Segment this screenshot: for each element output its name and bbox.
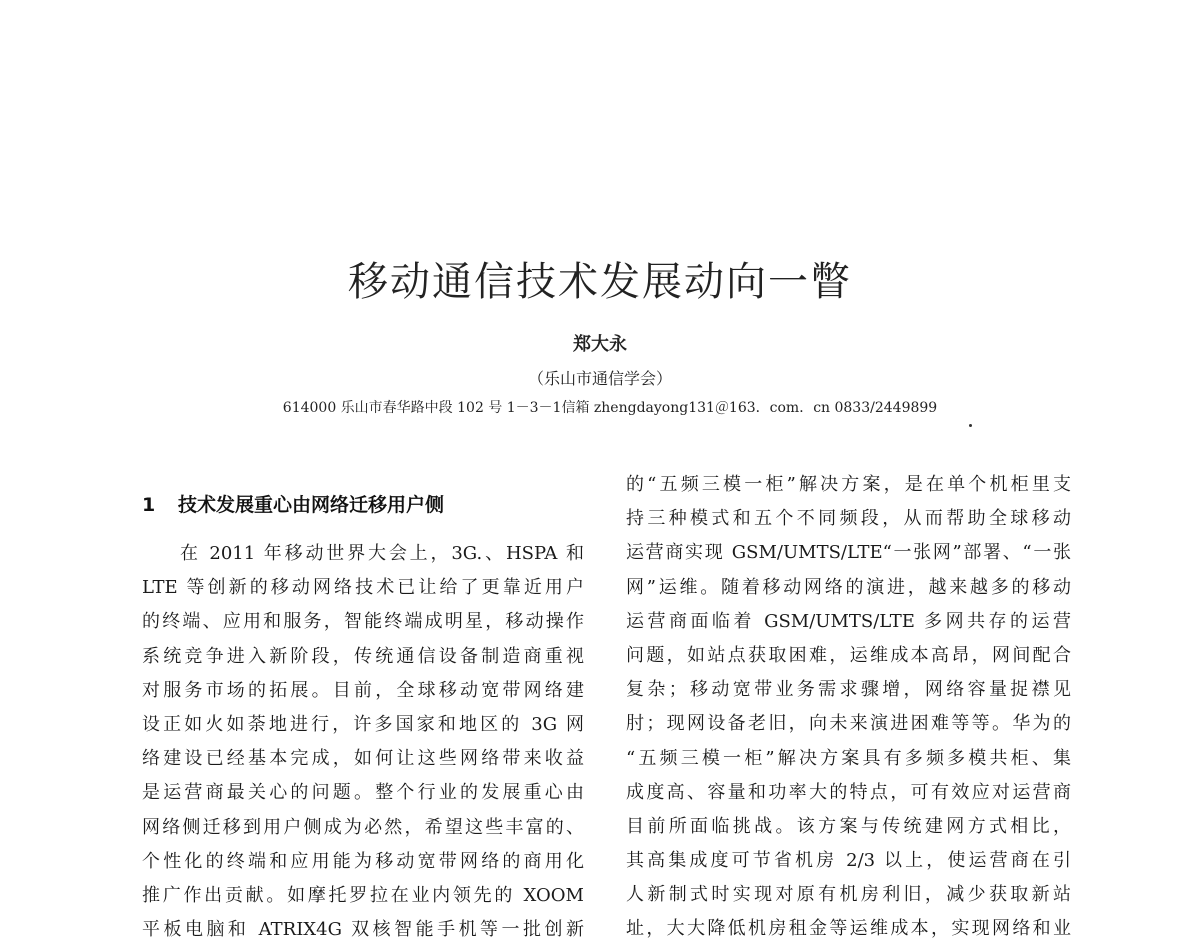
- paragraph-line: 在 2011 年移动世界大会上，3G.、HSPA 和: [180, 543, 584, 564]
- paragraph-line: 人新制式时实现对原有机房利旧，减少获取新站: [626, 884, 1071, 906]
- paragraph-line: 的终端、应用和服务，智能终端成明星，移动操作: [142, 611, 584, 633]
- paragraph-line: “五频三模一柜”解决方案具有多频多模共柜、集: [626, 747, 1071, 769]
- stray-dot-mark: [969, 424, 972, 427]
- paragraph-line: 址，大大降低机房租金等运维成本，实现网络和业: [626, 918, 1071, 940]
- paragraph-line: 是运营商最关心的问题。整个行业的发展重心由: [142, 782, 584, 804]
- paragraph-line: 其高集成度可节省机房 2/3 以上，使运营商在引: [626, 850, 1071, 872]
- left-column: [142, 537, 584, 947]
- paragraph-line: 运营商面临着 GSM/UMTS/LTE 多网共存的运营: [626, 610, 1071, 632]
- paragraph-line: 网络侧迁移到用户侧成为必然，希望这些丰富的、: [142, 816, 584, 838]
- paragraph-line: 复杂；移动宽带业务需求骤增，网络容量捉襟见: [626, 679, 1071, 701]
- paragraph-line: 持三种模式和五个不同频段，从而帮助全球移动: [626, 508, 1071, 530]
- article-author: 郑大永: [573, 334, 627, 355]
- article-address: 614000 乐山市春华路中段 102 号 1－3－1信箱 zhengdayong131＠163．com．cn 0833/2449899: [282, 400, 938, 416]
- paragraph-line: 平板电脑和 ATRIX4G 双核智能手机等一批创新: [142, 919, 584, 941]
- paragraph-line: 成度高、容量和功率大的特点，可有效应对运营商: [626, 781, 1071, 803]
- section-number: 1: [142, 494, 156, 516]
- paragraph-line: LTE 等创新的移动网络技术已让给了更靠近用户: [142, 577, 584, 599]
- section-heading: [142, 490, 602, 517]
- paragraph-line: 络建设已经基本完成，如何让这些网络带来收益: [142, 748, 584, 770]
- paragraph-line: 推广作出贡献。如摩托罗拉在业内领先的 XOOM: [142, 884, 584, 906]
- paragraph-line: 对服务市场的拓展。目前，全球移动宽带网络建: [142, 679, 584, 701]
- paragraph-line: 网”运维。随着移动网络的演进，越来越多的移动: [626, 576, 1071, 598]
- article-title: 移动通信技术发展动向一瞥: [348, 259, 852, 305]
- article-affiliation: （乐山市通信学会）: [527, 369, 672, 388]
- paragraph-line: 肘；现网设备老旧，向未来演进困难等等。华为的: [626, 713, 1071, 735]
- paragraph-line: 目前所面临挑战。该方案与传统建网方式相比，: [626, 815, 1071, 837]
- paragraph-line: 问题，如站点获取困难，运维成本高昂，网间配合: [626, 644, 1071, 666]
- section-title: 技术发展重心由网络迁移用户侧: [178, 494, 445, 516]
- paragraph-line: 的“五频三模一柜”解决方案，是在单个机柜里支: [626, 474, 1071, 495]
- paragraph-line: 系统竞争进入新阶段，传统通信设备制造商重视: [142, 645, 584, 667]
- paragraph-line: 个性化的终端和应用能为移动宽带网络的商用化: [142, 850, 584, 872]
- right-column: [626, 468, 1071, 947]
- paragraph-line: 运营商实现 GSM/UMTS/LTE“一张网”部署、“一张: [626, 542, 1071, 564]
- paragraph-line: 设正如火如荼地进行，许多国家和地区的 3G 网: [142, 713, 584, 735]
